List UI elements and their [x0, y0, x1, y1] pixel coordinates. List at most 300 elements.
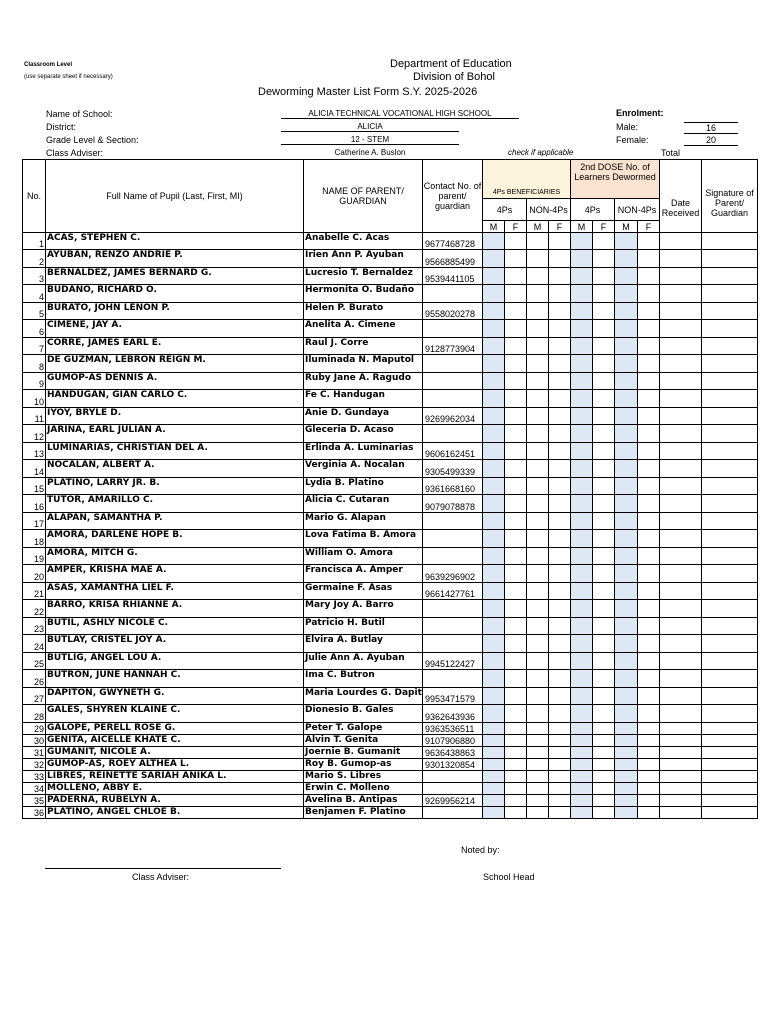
check-cell-dose-non4ps-f[interactable]	[638, 771, 660, 783]
check-cell-non4ps-m[interactable]	[527, 688, 549, 705]
check-cell-dose-non4ps-f[interactable]	[638, 807, 660, 819]
check-cell-4ps-m[interactable]	[483, 250, 505, 268]
check-cell-dose-4ps-f[interactable]	[593, 460, 615, 478]
check-cell-4ps-m[interactable]	[483, 443, 505, 460]
check-cell-dose-non4ps-f[interactable]	[638, 600, 660, 618]
check-cell-dose-4ps-m[interactable]	[571, 688, 593, 705]
check-cell-4ps-f[interactable]	[505, 373, 527, 390]
check-cell-non4ps-m[interactable]	[527, 373, 549, 390]
signature-cell[interactable]	[702, 478, 758, 495]
date-received-cell[interactable]	[660, 783, 702, 795]
check-cell-4ps-f[interactable]	[505, 600, 527, 618]
date-received-cell[interactable]	[660, 250, 702, 268]
check-cell-non4ps-f[interactable]	[549, 688, 571, 705]
check-cell-non4ps-m[interactable]	[527, 303, 549, 320]
date-received-cell[interactable]	[660, 807, 702, 819]
date-received-cell[interactable]	[660, 735, 702, 747]
check-cell-dose-non4ps-f[interactable]	[638, 635, 660, 653]
check-cell-dose-4ps-f[interactable]	[593, 285, 615, 303]
check-cell-dose-non4ps-m[interactable]	[615, 443, 638, 460]
signature-cell[interactable]	[702, 771, 758, 783]
check-cell-dose-4ps-m[interactable]	[571, 600, 593, 618]
date-received-cell[interactable]	[660, 771, 702, 783]
check-cell-dose-non4ps-m[interactable]	[615, 268, 638, 285]
check-cell-dose-4ps-m[interactable]	[571, 303, 593, 320]
check-cell-4ps-f[interactable]	[505, 618, 527, 635]
check-cell-dose-non4ps-f[interactable]	[638, 478, 660, 495]
check-cell-dose-non4ps-f[interactable]	[638, 670, 660, 688]
signature-cell[interactable]	[702, 355, 758, 373]
date-received-cell[interactable]	[660, 268, 702, 285]
check-cell-non4ps-m[interactable]	[527, 747, 549, 759]
date-received-cell[interactable]	[660, 408, 702, 425]
check-cell-dose-4ps-f[interactable]	[593, 425, 615, 443]
check-cell-dose-4ps-m[interactable]	[571, 250, 593, 268]
signature-cell[interactable]	[702, 373, 758, 390]
check-cell-4ps-m[interactable]	[483, 233, 505, 250]
check-cell-non4ps-f[interactable]	[549, 495, 571, 513]
check-cell-4ps-m[interactable]	[483, 688, 505, 705]
signature-cell[interactable]	[702, 759, 758, 771]
signature-cell[interactable]	[702, 653, 758, 670]
check-cell-non4ps-m[interactable]	[527, 565, 549, 583]
check-cell-4ps-f[interactable]	[505, 795, 527, 807]
check-cell-non4ps-f[interactable]	[549, 390, 571, 408]
check-cell-non4ps-m[interactable]	[527, 513, 549, 530]
check-cell-dose-4ps-f[interactable]	[593, 303, 615, 320]
check-cell-dose-non4ps-f[interactable]	[638, 320, 660, 338]
signature-cell[interactable]	[702, 233, 758, 250]
check-cell-dose-non4ps-f[interactable]	[638, 443, 660, 460]
check-cell-dose-non4ps-m[interactable]	[615, 807, 638, 819]
signature-cell[interactable]	[702, 670, 758, 688]
check-cell-dose-4ps-f[interactable]	[593, 653, 615, 670]
check-cell-non4ps-m[interactable]	[527, 338, 549, 355]
check-cell-dose-non4ps-m[interactable]	[615, 600, 638, 618]
check-cell-4ps-f[interactable]	[505, 635, 527, 653]
signature-cell[interactable]	[702, 723, 758, 735]
date-received-cell[interactable]	[660, 460, 702, 478]
check-cell-dose-4ps-f[interactable]	[593, 618, 615, 635]
check-cell-dose-4ps-m[interactable]	[571, 735, 593, 747]
check-cell-dose-non4ps-f[interactable]	[638, 583, 660, 600]
check-cell-dose-non4ps-f[interactable]	[638, 373, 660, 390]
check-cell-4ps-f[interactable]	[505, 233, 527, 250]
check-cell-4ps-m[interactable]	[483, 705, 505, 723]
signature-cell[interactable]	[702, 443, 758, 460]
date-received-cell[interactable]	[660, 583, 702, 600]
check-cell-4ps-f[interactable]	[505, 390, 527, 408]
date-received-cell[interactable]	[660, 747, 702, 759]
signature-cell[interactable]	[702, 530, 758, 548]
check-cell-dose-non4ps-f[interactable]	[638, 513, 660, 530]
check-cell-dose-4ps-f[interactable]	[593, 565, 615, 583]
check-cell-4ps-f[interactable]	[505, 771, 527, 783]
check-cell-dose-4ps-f[interactable]	[593, 250, 615, 268]
check-cell-dose-non4ps-f[interactable]	[638, 495, 660, 513]
check-cell-non4ps-m[interactable]	[527, 478, 549, 495]
check-cell-4ps-m[interactable]	[483, 783, 505, 795]
check-cell-dose-non4ps-m[interactable]	[615, 705, 638, 723]
check-cell-dose-4ps-m[interactable]	[571, 355, 593, 373]
check-cell-dose-4ps-f[interactable]	[593, 320, 615, 338]
check-cell-dose-non4ps-m[interactable]	[615, 425, 638, 443]
check-cell-4ps-f[interactable]	[505, 670, 527, 688]
check-cell-dose-4ps-f[interactable]	[593, 583, 615, 600]
check-cell-non4ps-m[interactable]	[527, 443, 549, 460]
check-cell-dose-non4ps-m[interactable]	[615, 759, 638, 771]
check-cell-dose-4ps-f[interactable]	[593, 688, 615, 705]
check-cell-dose-non4ps-m[interactable]	[615, 735, 638, 747]
check-cell-dose-4ps-f[interactable]	[593, 390, 615, 408]
check-cell-non4ps-m[interactable]	[527, 285, 549, 303]
check-cell-dose-4ps-m[interactable]	[571, 565, 593, 583]
check-cell-dose-non4ps-m[interactable]	[615, 478, 638, 495]
date-received-cell[interactable]	[660, 320, 702, 338]
check-cell-non4ps-m[interactable]	[527, 653, 549, 670]
check-cell-dose-non4ps-f[interactable]	[638, 390, 660, 408]
check-cell-non4ps-f[interactable]	[549, 320, 571, 338]
check-cell-dose-4ps-f[interactable]	[593, 771, 615, 783]
check-cell-4ps-m[interactable]	[483, 723, 505, 735]
check-cell-4ps-m[interactable]	[483, 408, 505, 425]
check-cell-non4ps-m[interactable]	[527, 618, 549, 635]
check-cell-non4ps-m[interactable]	[527, 460, 549, 478]
check-cell-non4ps-f[interactable]	[549, 408, 571, 425]
check-cell-dose-non4ps-f[interactable]	[638, 565, 660, 583]
check-cell-dose-4ps-m[interactable]	[571, 495, 593, 513]
check-cell-4ps-m[interactable]	[483, 600, 505, 618]
check-cell-4ps-f[interactable]	[505, 688, 527, 705]
check-cell-4ps-f[interactable]	[505, 548, 527, 565]
check-cell-4ps-m[interactable]	[483, 495, 505, 513]
check-cell-dose-non4ps-m[interactable]	[615, 320, 638, 338]
check-cell-dose-4ps-m[interactable]	[571, 795, 593, 807]
check-cell-dose-non4ps-f[interactable]	[638, 268, 660, 285]
check-cell-non4ps-m[interactable]	[527, 583, 549, 600]
check-cell-dose-non4ps-m[interactable]	[615, 747, 638, 759]
date-received-cell[interactable]	[660, 759, 702, 771]
check-cell-dose-4ps-f[interactable]	[593, 355, 615, 373]
date-received-cell[interactable]	[660, 723, 702, 735]
check-cell-dose-4ps-f[interactable]	[593, 268, 615, 285]
date-received-cell[interactable]	[660, 355, 702, 373]
check-cell-non4ps-m[interactable]	[527, 735, 549, 747]
check-cell-non4ps-m[interactable]	[527, 670, 549, 688]
check-cell-4ps-m[interactable]	[483, 338, 505, 355]
check-cell-4ps-f[interactable]	[505, 495, 527, 513]
date-received-cell[interactable]	[660, 635, 702, 653]
check-cell-dose-non4ps-f[interactable]	[638, 355, 660, 373]
signature-cell[interactable]	[702, 795, 758, 807]
check-cell-dose-non4ps-f[interactable]	[638, 705, 660, 723]
check-cell-dose-4ps-f[interactable]	[593, 747, 615, 759]
check-cell-dose-4ps-m[interactable]	[571, 635, 593, 653]
check-cell-non4ps-f[interactable]	[549, 285, 571, 303]
check-cell-dose-4ps-f[interactable]	[593, 783, 615, 795]
date-received-cell[interactable]	[660, 565, 702, 583]
check-cell-dose-non4ps-f[interactable]	[638, 795, 660, 807]
signature-cell[interactable]	[702, 565, 758, 583]
check-cell-4ps-f[interactable]	[505, 443, 527, 460]
check-cell-dose-non4ps-m[interactable]	[615, 303, 638, 320]
check-cell-dose-4ps-f[interactable]	[593, 723, 615, 735]
check-cell-non4ps-f[interactable]	[549, 600, 571, 618]
signature-cell[interactable]	[702, 548, 758, 565]
check-cell-dose-non4ps-m[interactable]	[615, 285, 638, 303]
check-cell-non4ps-m[interactable]	[527, 635, 549, 653]
check-cell-4ps-f[interactable]	[505, 565, 527, 583]
check-cell-dose-4ps-f[interactable]	[593, 705, 615, 723]
check-cell-dose-4ps-m[interactable]	[571, 653, 593, 670]
date-received-cell[interactable]	[660, 285, 702, 303]
signature-cell[interactable]	[702, 688, 758, 705]
check-cell-dose-4ps-f[interactable]	[593, 807, 615, 819]
check-cell-non4ps-f[interactable]	[549, 565, 571, 583]
check-cell-4ps-f[interactable]	[505, 583, 527, 600]
check-cell-dose-non4ps-m[interactable]	[615, 373, 638, 390]
check-cell-dose-4ps-f[interactable]	[593, 530, 615, 548]
signature-cell[interactable]	[702, 618, 758, 635]
check-cell-4ps-f[interactable]	[505, 653, 527, 670]
check-cell-dose-non4ps-m[interactable]	[615, 635, 638, 653]
signature-cell[interactable]	[702, 735, 758, 747]
check-cell-dose-4ps-m[interactable]	[571, 747, 593, 759]
check-cell-non4ps-f[interactable]	[549, 771, 571, 783]
check-cell-dose-4ps-f[interactable]	[593, 735, 615, 747]
check-cell-dose-4ps-m[interactable]	[571, 807, 593, 819]
check-cell-4ps-m[interactable]	[483, 373, 505, 390]
check-cell-dose-4ps-m[interactable]	[571, 583, 593, 600]
date-received-cell[interactable]	[660, 373, 702, 390]
check-cell-dose-4ps-m[interactable]	[571, 338, 593, 355]
check-cell-dose-non4ps-m[interactable]	[615, 771, 638, 783]
check-cell-dose-non4ps-f[interactable]	[638, 250, 660, 268]
check-cell-dose-4ps-f[interactable]	[593, 338, 615, 355]
date-received-cell[interactable]	[660, 705, 702, 723]
check-cell-dose-4ps-f[interactable]	[593, 795, 615, 807]
check-cell-4ps-f[interactable]	[505, 355, 527, 373]
date-received-cell[interactable]	[660, 670, 702, 688]
signature-cell[interactable]	[702, 250, 758, 268]
check-cell-4ps-f[interactable]	[505, 460, 527, 478]
check-cell-dose-non4ps-m[interactable]	[615, 723, 638, 735]
signature-cell[interactable]	[702, 635, 758, 653]
check-cell-dose-4ps-f[interactable]	[593, 513, 615, 530]
check-cell-4ps-m[interactable]	[483, 355, 505, 373]
check-cell-dose-4ps-m[interactable]	[571, 478, 593, 495]
check-cell-4ps-f[interactable]	[505, 250, 527, 268]
check-cell-dose-4ps-m[interactable]	[571, 759, 593, 771]
check-cell-4ps-m[interactable]	[483, 565, 505, 583]
check-cell-dose-4ps-m[interactable]	[571, 390, 593, 408]
check-cell-4ps-m[interactable]	[483, 635, 505, 653]
check-cell-non4ps-m[interactable]	[527, 390, 549, 408]
check-cell-dose-4ps-m[interactable]	[571, 373, 593, 390]
signature-cell[interactable]	[702, 600, 758, 618]
check-cell-dose-non4ps-m[interactable]	[615, 565, 638, 583]
check-cell-4ps-f[interactable]	[505, 268, 527, 285]
check-cell-dose-4ps-m[interactable]	[571, 530, 593, 548]
check-cell-non4ps-f[interactable]	[549, 807, 571, 819]
check-cell-4ps-f[interactable]	[505, 285, 527, 303]
check-cell-non4ps-f[interactable]	[549, 618, 571, 635]
check-cell-non4ps-f[interactable]	[549, 670, 571, 688]
check-cell-4ps-m[interactable]	[483, 653, 505, 670]
check-cell-4ps-m[interactable]	[483, 807, 505, 819]
check-cell-4ps-m[interactable]	[483, 759, 505, 771]
date-received-cell[interactable]	[660, 795, 702, 807]
check-cell-4ps-m[interactable]	[483, 460, 505, 478]
check-cell-dose-4ps-f[interactable]	[593, 495, 615, 513]
date-received-cell[interactable]	[660, 513, 702, 530]
check-cell-4ps-f[interactable]	[505, 303, 527, 320]
check-cell-non4ps-f[interactable]	[549, 303, 571, 320]
check-cell-non4ps-m[interactable]	[527, 783, 549, 795]
check-cell-4ps-m[interactable]	[483, 320, 505, 338]
date-received-cell[interactable]	[660, 688, 702, 705]
date-received-cell[interactable]	[660, 425, 702, 443]
check-cell-non4ps-m[interactable]	[527, 233, 549, 250]
check-cell-non4ps-m[interactable]	[527, 530, 549, 548]
signature-cell[interactable]	[702, 513, 758, 530]
check-cell-dose-non4ps-m[interactable]	[615, 355, 638, 373]
check-cell-non4ps-f[interactable]	[549, 233, 571, 250]
check-cell-dose-4ps-m[interactable]	[571, 513, 593, 530]
check-cell-dose-non4ps-f[interactable]	[638, 723, 660, 735]
check-cell-4ps-f[interactable]	[505, 783, 527, 795]
signature-cell[interactable]	[702, 583, 758, 600]
signature-cell[interactable]	[702, 783, 758, 795]
check-cell-dose-4ps-f[interactable]	[593, 635, 615, 653]
signature-cell[interactable]	[702, 747, 758, 759]
check-cell-4ps-f[interactable]	[505, 530, 527, 548]
check-cell-non4ps-f[interactable]	[549, 783, 571, 795]
check-cell-dose-non4ps-f[interactable]	[638, 783, 660, 795]
check-cell-non4ps-f[interactable]	[549, 355, 571, 373]
check-cell-dose-non4ps-f[interactable]	[638, 747, 660, 759]
check-cell-4ps-f[interactable]	[505, 735, 527, 747]
check-cell-dose-non4ps-m[interactable]	[615, 618, 638, 635]
check-cell-dose-4ps-f[interactable]	[593, 233, 615, 250]
check-cell-4ps-m[interactable]	[483, 268, 505, 285]
check-cell-non4ps-f[interactable]	[549, 705, 571, 723]
check-cell-non4ps-f[interactable]	[549, 268, 571, 285]
check-cell-dose-non4ps-f[interactable]	[638, 233, 660, 250]
check-cell-dose-non4ps-m[interactable]	[615, 653, 638, 670]
signature-cell[interactable]	[702, 705, 758, 723]
check-cell-non4ps-m[interactable]	[527, 250, 549, 268]
check-cell-4ps-m[interactable]	[483, 548, 505, 565]
check-cell-4ps-f[interactable]	[505, 425, 527, 443]
check-cell-dose-non4ps-m[interactable]	[615, 250, 638, 268]
check-cell-non4ps-f[interactable]	[549, 735, 571, 747]
check-cell-4ps-m[interactable]	[483, 390, 505, 408]
check-cell-non4ps-f[interactable]	[549, 250, 571, 268]
date-received-cell[interactable]	[660, 233, 702, 250]
check-cell-non4ps-f[interactable]	[549, 635, 571, 653]
check-cell-dose-non4ps-m[interactable]	[615, 233, 638, 250]
check-cell-dose-non4ps-f[interactable]	[638, 653, 660, 670]
check-cell-dose-4ps-f[interactable]	[593, 759, 615, 771]
check-cell-4ps-m[interactable]	[483, 530, 505, 548]
check-cell-non4ps-m[interactable]	[527, 355, 549, 373]
check-cell-non4ps-m[interactable]	[527, 795, 549, 807]
signature-cell[interactable]	[702, 320, 758, 338]
date-received-cell[interactable]	[660, 303, 702, 320]
check-cell-4ps-f[interactable]	[505, 513, 527, 530]
check-cell-dose-non4ps-f[interactable]	[638, 618, 660, 635]
check-cell-dose-non4ps-f[interactable]	[638, 425, 660, 443]
date-received-cell[interactable]	[660, 338, 702, 355]
signature-cell[interactable]	[702, 285, 758, 303]
check-cell-dose-4ps-m[interactable]	[571, 285, 593, 303]
check-cell-dose-non4ps-m[interactable]	[615, 530, 638, 548]
check-cell-4ps-m[interactable]	[483, 285, 505, 303]
check-cell-4ps-m[interactable]	[483, 618, 505, 635]
check-cell-non4ps-f[interactable]	[549, 425, 571, 443]
check-cell-4ps-f[interactable]	[505, 705, 527, 723]
signature-cell[interactable]	[702, 460, 758, 478]
check-cell-non4ps-f[interactable]	[549, 373, 571, 390]
check-cell-4ps-m[interactable]	[483, 670, 505, 688]
date-received-cell[interactable]	[660, 530, 702, 548]
check-cell-4ps-f[interactable]	[505, 807, 527, 819]
check-cell-dose-non4ps-m[interactable]	[615, 783, 638, 795]
signature-cell[interactable]	[702, 408, 758, 425]
check-cell-non4ps-f[interactable]	[549, 530, 571, 548]
check-cell-non4ps-f[interactable]	[549, 460, 571, 478]
check-cell-non4ps-f[interactable]	[549, 338, 571, 355]
check-cell-4ps-m[interactable]	[483, 513, 505, 530]
check-cell-4ps-m[interactable]	[483, 478, 505, 495]
check-cell-4ps-f[interactable]	[505, 759, 527, 771]
check-cell-4ps-m[interactable]	[483, 795, 505, 807]
check-cell-4ps-m[interactable]	[483, 303, 505, 320]
signature-cell[interactable]	[702, 390, 758, 408]
date-received-cell[interactable]	[660, 600, 702, 618]
check-cell-4ps-m[interactable]	[483, 771, 505, 783]
check-cell-dose-non4ps-f[interactable]	[638, 530, 660, 548]
check-cell-non4ps-m[interactable]	[527, 495, 549, 513]
check-cell-dose-4ps-m[interactable]	[571, 233, 593, 250]
check-cell-4ps-f[interactable]	[505, 408, 527, 425]
check-cell-4ps-f[interactable]	[505, 747, 527, 759]
check-cell-4ps-f[interactable]	[505, 320, 527, 338]
check-cell-non4ps-f[interactable]	[549, 653, 571, 670]
check-cell-non4ps-f[interactable]	[549, 478, 571, 495]
check-cell-dose-4ps-f[interactable]	[593, 408, 615, 425]
check-cell-dose-4ps-f[interactable]	[593, 600, 615, 618]
check-cell-dose-4ps-m[interactable]	[571, 268, 593, 285]
check-cell-non4ps-f[interactable]	[549, 443, 571, 460]
check-cell-non4ps-f[interactable]	[549, 583, 571, 600]
check-cell-dose-4ps-m[interactable]	[571, 408, 593, 425]
check-cell-non4ps-f[interactable]	[549, 723, 571, 735]
check-cell-non4ps-m[interactable]	[527, 759, 549, 771]
check-cell-non4ps-m[interactable]	[527, 320, 549, 338]
check-cell-dose-non4ps-f[interactable]	[638, 759, 660, 771]
check-cell-dose-4ps-m[interactable]	[571, 705, 593, 723]
check-cell-dose-non4ps-f[interactable]	[638, 735, 660, 747]
check-cell-dose-4ps-m[interactable]	[571, 783, 593, 795]
signature-cell[interactable]	[702, 268, 758, 285]
check-cell-non4ps-f[interactable]	[549, 795, 571, 807]
check-cell-dose-non4ps-m[interactable]	[615, 670, 638, 688]
check-cell-4ps-m[interactable]	[483, 425, 505, 443]
check-cell-dose-4ps-f[interactable]	[593, 548, 615, 565]
date-received-cell[interactable]	[660, 390, 702, 408]
